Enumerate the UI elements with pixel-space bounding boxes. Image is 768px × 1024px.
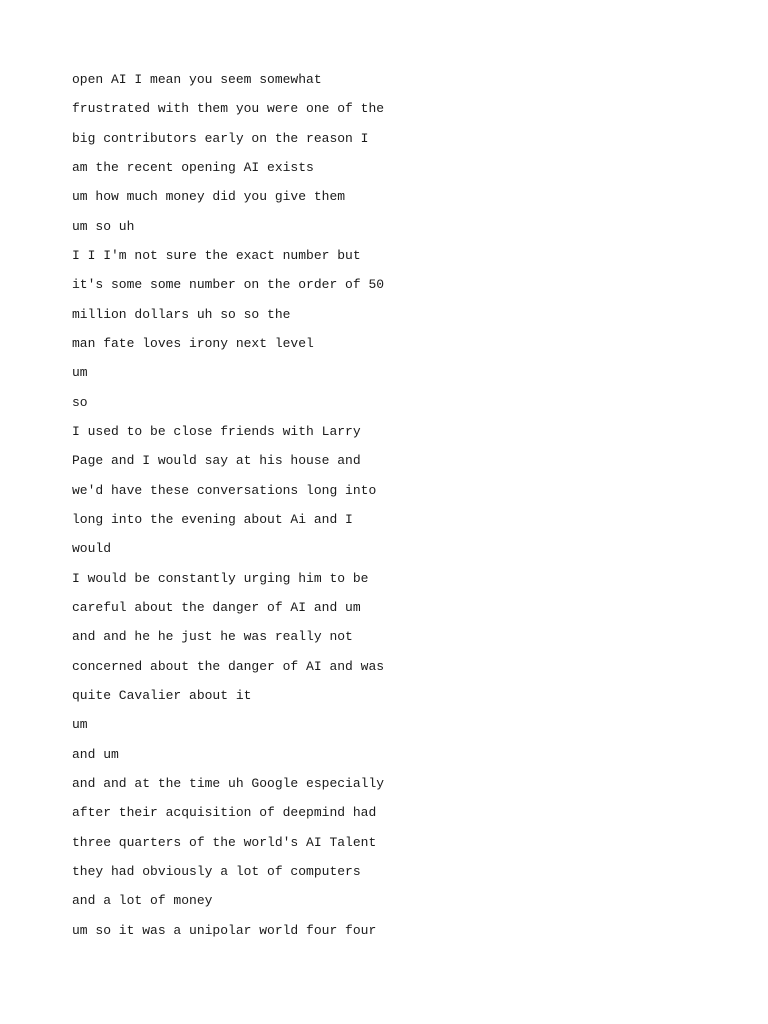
transcript-line: um [72,365,88,381]
transcript-line: open AI I mean you seem somewhat [72,72,322,87]
transcript-line: and um [72,746,119,762]
transcript-line: three quarters of the world's AI Talent [72,834,377,850]
transcript-line: million dollars uh so so the [72,306,291,322]
transcript-line: big contributors early on the reason I [72,130,369,146]
transcript-line: and and he he just he was really not [72,629,353,645]
transcript-line: frustrated with them you were one of the [72,101,385,117]
transcript-line: and and at the time uh Google especially [72,775,385,791]
transcript-line: would [72,541,112,557]
transcript-line: we'd have these conversations long into [72,482,377,498]
transcript-line: um [72,717,88,733]
transcript-line: I I I'm not sure the exact number but [72,247,361,263]
transcript-line: I would be constantly urging him to be [72,570,369,586]
transcript-line: after their acquisition of deepmind had [72,805,377,821]
transcript-line: um so uh [72,218,135,234]
transcript-line: long into the evening about Ai and I [72,511,353,527]
transcript-line: Page and I would say at his house and [72,453,361,469]
transcript-line: and a lot of money [72,893,213,909]
transcript-line: um how much money did you give them [72,189,346,205]
transcript-line: am the recent opening AI exists [72,159,314,175]
transcript-line: man fate loves irony next level [72,335,314,351]
transcript-line: so [72,394,88,410]
transcript-line: they had obviously a lot of computers [72,863,361,879]
transcript-line: I used to be close friends with Larry [72,423,361,439]
transcript-line: concerned about the danger of AI and was [72,658,385,674]
transcript-line: quite Cavalier about it [72,687,252,703]
transcript-line: um so it was a unipolar world four four [72,922,377,938]
transcript-page [72,72,692,952]
transcript-line: it's some some number on the order of 50 [72,277,385,293]
transcript-line: careful about the danger of AI and um [72,599,361,615]
